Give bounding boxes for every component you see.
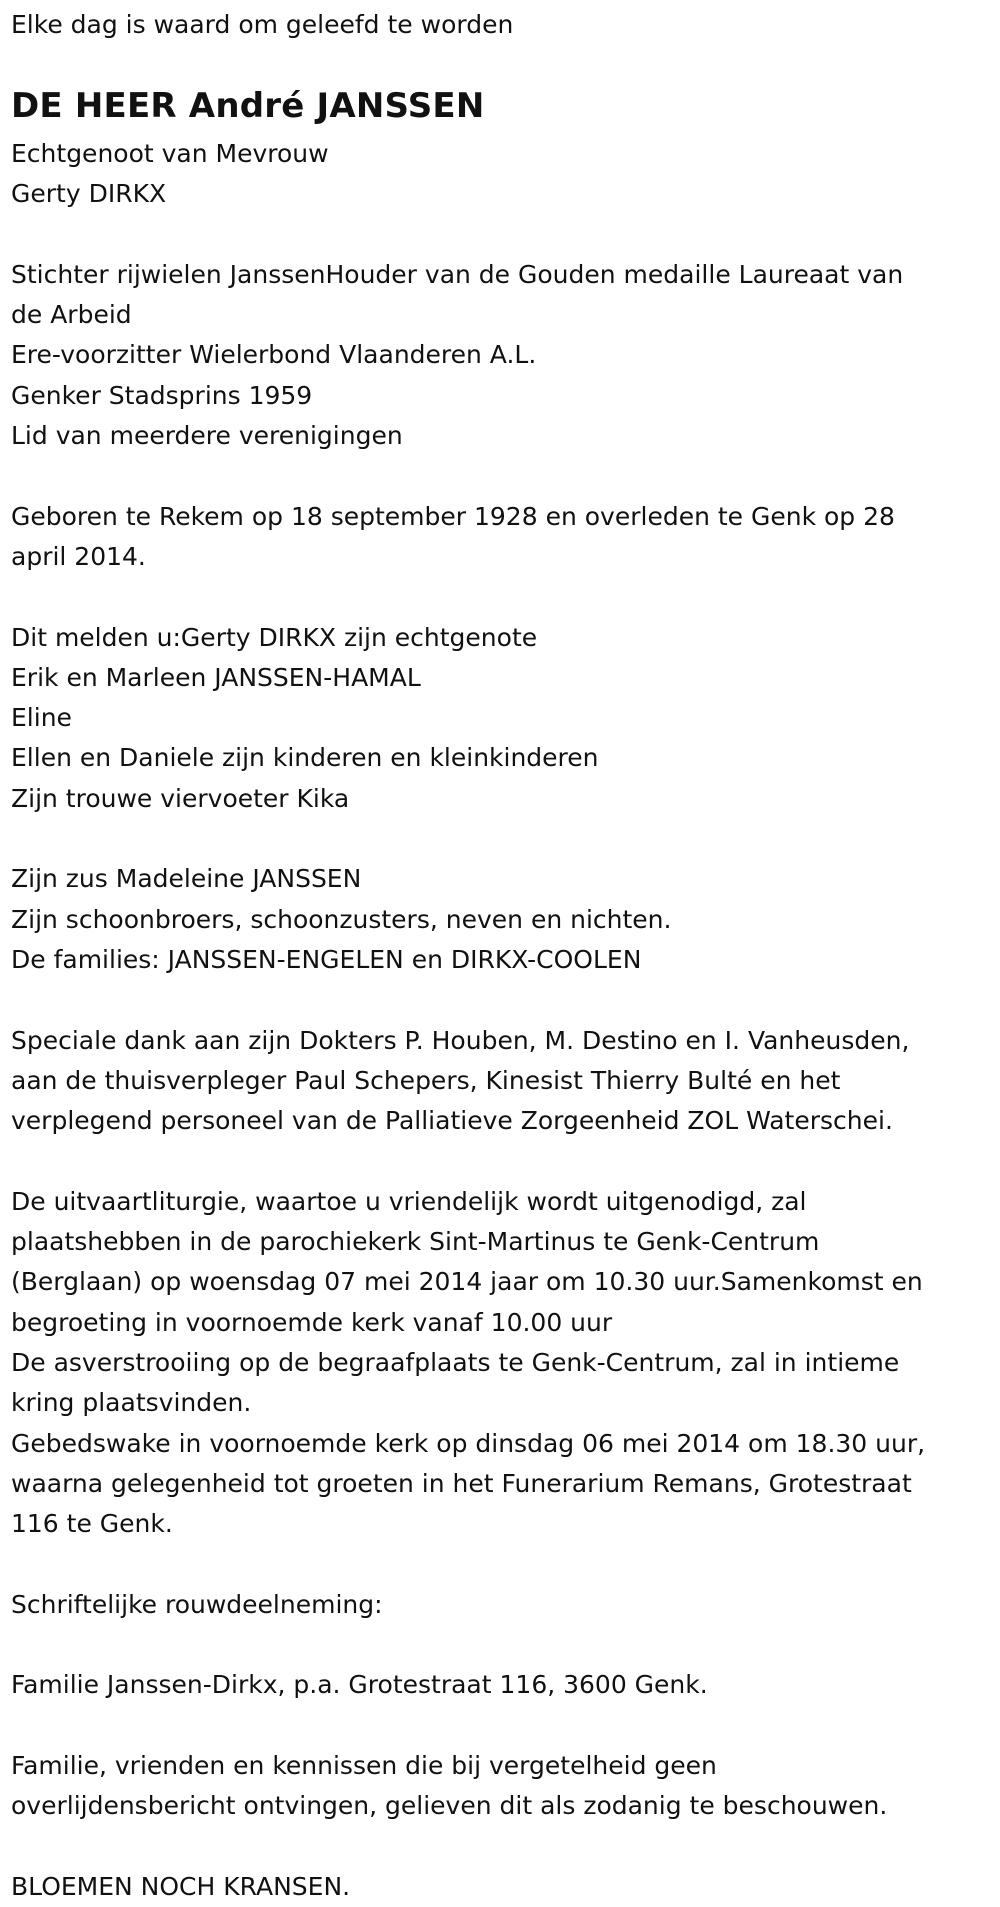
text-line: Geboren te Rekem op 18 september 1928 en overleden te Genk op 28 (11, 501, 895, 531)
blank-line (11, 1706, 991, 1746)
text-line: aan de thuisverpleger Paul Schepers, Kinesist Thierry Bulté en het (11, 1065, 841, 1095)
text-line: Dit melden u:Gerty DIRKX zijn echtgenote (11, 622, 538, 652)
text-line: De uitvaartliturgie, waartoe u vriendelijk wordt uitgenodigd, zal (11, 1186, 807, 1216)
blank-line (11, 456, 991, 496)
text-line: De families: JANSSEN-ENGELEN en DIRKX-COOLEN (11, 944, 642, 974)
text-line: Zijn zus Madeleine JANSSEN (11, 864, 362, 894)
text-line: Familie Janssen-Dirkx, p.a. Grotestraat 116, 3600 Genk. (11, 1670, 708, 1700)
text-line: Gebedswake in voornoemde kerk op dinsdag 06 mei 2014 om 18.30 uur, (11, 1428, 926, 1458)
blank-line (11, 1141, 991, 1181)
text-line: Eline (11, 703, 72, 733)
text-line: Ellen en Daniele zijn kinderen en kleinkinderen (11, 743, 599, 773)
text-line: Speciale dank aan zijn Dokters P. Houben, M. Destino en I. Vanheusden, (11, 1025, 910, 1055)
blank-line (11, 819, 991, 859)
text-line: Familie, vrienden en kennissen die bij vergetelheid geen (11, 1750, 717, 1780)
motto: Elke dag is waard om geleefd te worden (11, 10, 514, 39)
text-line: (Berglaan) op woensdag 07 mei 2014 jaar om 10.30 uur.Samenkomst en (11, 1267, 923, 1297)
blank-line (11, 215, 991, 255)
text-line: Ere-voorzitter Wielerbond Vlaanderen A.L. (11, 340, 537, 370)
blank-line (11, 1826, 991, 1866)
text-line: Genker Stadsprins 1959 (11, 380, 313, 410)
text-line: 116 te Genk. (11, 1509, 173, 1539)
deceased-name: DE HEER André JANSSEN (11, 86, 485, 126)
text-line: De asverstrooiing op de begraafplaats te Genk-Centrum, zal in intieme (11, 1347, 900, 1377)
text-line: waarna gelegenheid tot groeten in het Funerarium Remans, Grotestraat (11, 1468, 912, 1498)
text-line: overlijdensbericht ontvingen, gelieven dit als zodanig te beschouwen. (11, 1791, 888, 1821)
text-line: Stichter rijwielen JanssenHouder van de Gouden medaille Laureaat van (11, 259, 904, 289)
text-line: Lid van meerdere verenigingen (11, 421, 403, 451)
text-line: verplegend personeel van de Palliatieve Zorgeenheid ZOL Waterschei. (11, 1106, 893, 1136)
text-line: Gerty DIRKX (11, 179, 167, 209)
text-line: kring plaatsvinden. (11, 1388, 252, 1418)
obituary-body (11, 134, 991, 1907)
text-line: BLOEMEN NOCH KRANSEN. (11, 1871, 351, 1901)
blank-line (11, 980, 991, 1020)
text-line: plaatshebben in de parochiekerk Sint-Martinus te Genk-Centrum (11, 1227, 820, 1257)
text-line: Erik en Marleen JANSSEN-HAMAL (11, 662, 421, 692)
text-line: de Arbeid (11, 300, 132, 330)
blank-line (11, 1544, 991, 1584)
blank-line (11, 577, 991, 617)
text-line: Zijn schoonbroers, schoonzusters, neven en nichten. (11, 904, 672, 934)
text-line: begroeting in voornoemde kerk vanaf 10.00 uur (11, 1307, 613, 1337)
text-line: Schriftelijke rouwdeelneming: (11, 1589, 383, 1619)
text-line: Echtgenoot van Mevrouw (11, 139, 329, 168)
text-line: april 2014. (11, 541, 146, 571)
text-line: Zijn trouwe viervoeter Kika (11, 783, 350, 813)
blank-line (11, 1625, 991, 1665)
